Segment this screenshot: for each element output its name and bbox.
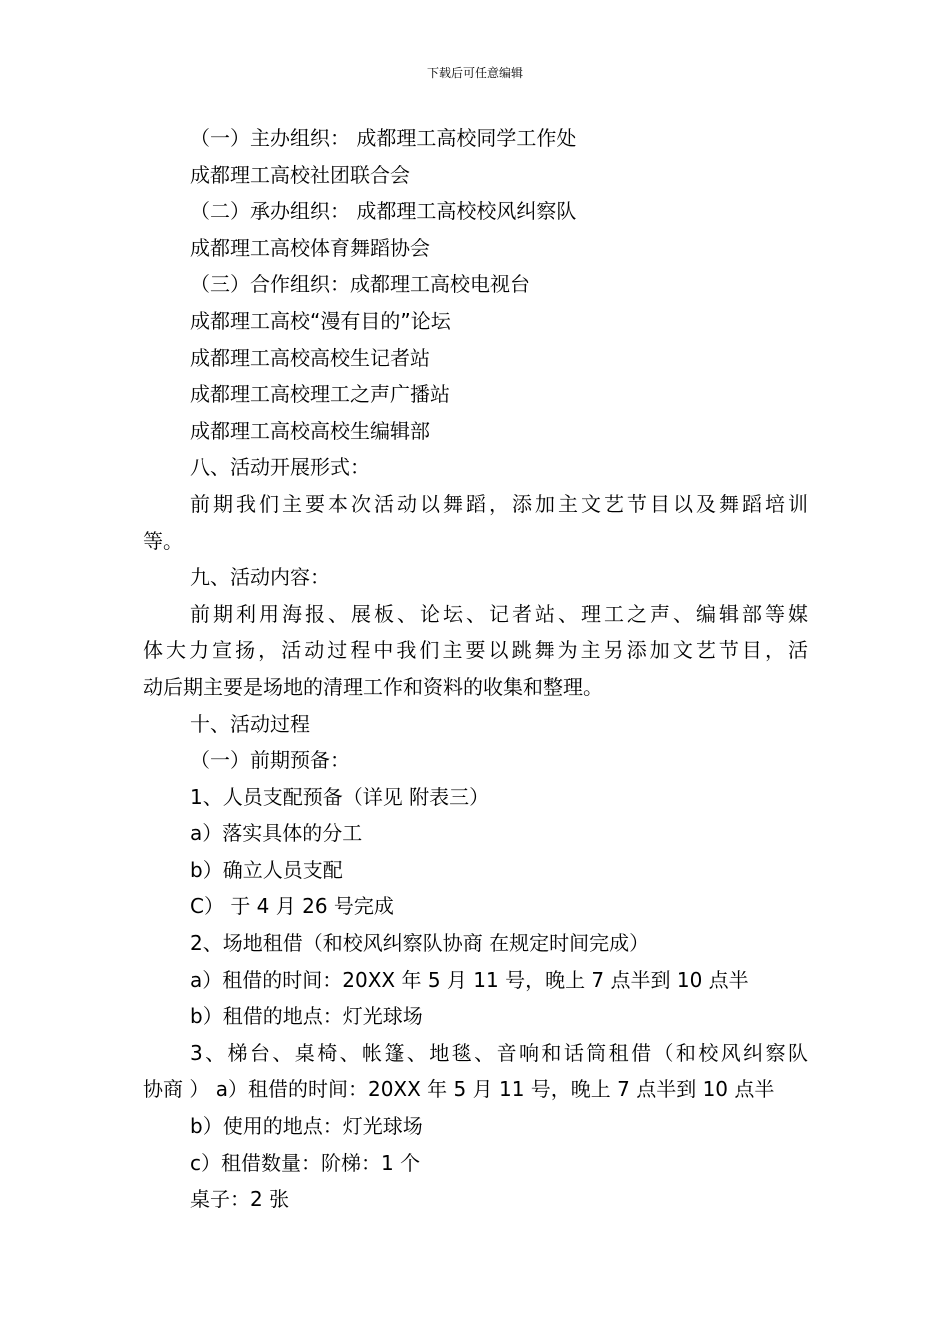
document-line: 九、活动内容： — [190, 565, 330, 590]
document-line: 体大力宣扬，活动过程中我们主要以跳舞为主另添加文艺节目，活 — [143, 638, 808, 663]
document-line: 1、人员支配预备（详见 附表三） — [190, 784, 490, 809]
document-line: a）落实具体的分工 — [190, 821, 363, 846]
document-line: 2、场地租借（和校风纠察队协商 在规定时间完成） — [190, 931, 650, 956]
document-line: 成都理工高校体育舞蹈协会 — [190, 235, 430, 260]
document-line: 成都理工高校社团联合会 — [190, 162, 410, 187]
document-line: 八、活动开展形式： — [190, 455, 370, 480]
document-line: C） 于 4 月 26 号完成 — [190, 894, 394, 919]
document-line: b）确立人员支配 — [190, 857, 343, 882]
document-line: c）租借数量：阶梯：1 个 — [190, 1150, 421, 1175]
document-line: a）租借的时间：20XX 年 5 月 11 号，晚上 7 点半到 10 点半 — [190, 967, 749, 992]
page-header: 下载后可任意编辑 — [426, 66, 523, 80]
document-line: 3、梯台、桌椅、帐篷、地毯、音响和话筒租借（和校风纠察队 — [190, 1040, 808, 1065]
document-line: （二）承办组织： 成都理工高校校风纠察队 — [190, 199, 577, 224]
document-line: 协商 ） a）租借的时间：20XX 年 5 月 11 号，晚上 7 点半到 10 点半 — [143, 1077, 775, 1102]
document-line: 成都理工高校理工之声广播站 — [190, 382, 450, 407]
document-line: 前期利用海报、展板、论坛、记者站、理工之声、编辑部等媒 — [190, 601, 808, 626]
document-line: b）使用的地点：灯光球场 — [190, 1114, 423, 1139]
document-line: （三）合作组织：成都理工高校电视台 — [190, 272, 530, 297]
document-line: 动后期主要是场地的清理工作和资料的收集和整理。 — [143, 674, 603, 699]
document-line: 十、活动过程 — [190, 711, 310, 736]
document-line: 桌子：2 张 — [190, 1187, 290, 1212]
document-line: b）租借的地点：灯光球场 — [190, 1004, 423, 1029]
document-line: 等。 — [143, 528, 183, 553]
document-body — [143, 120, 808, 1218]
document-line: 前期我们主要本次活动以舞蹈，添加主文艺节目以及舞蹈培训 — [190, 491, 808, 516]
document-line: 成都理工高校高校生记者站 — [190, 345, 430, 370]
document-line: （一）前期预备： — [190, 748, 350, 773]
document-line: 成都理工高校高校生编辑部 — [190, 418, 430, 443]
document-line: 成都理工高校“漫有目的”论坛 — [190, 308, 451, 333]
document-line: （一）主办组织： 成都理工高校同学工作处 — [190, 126, 577, 150]
